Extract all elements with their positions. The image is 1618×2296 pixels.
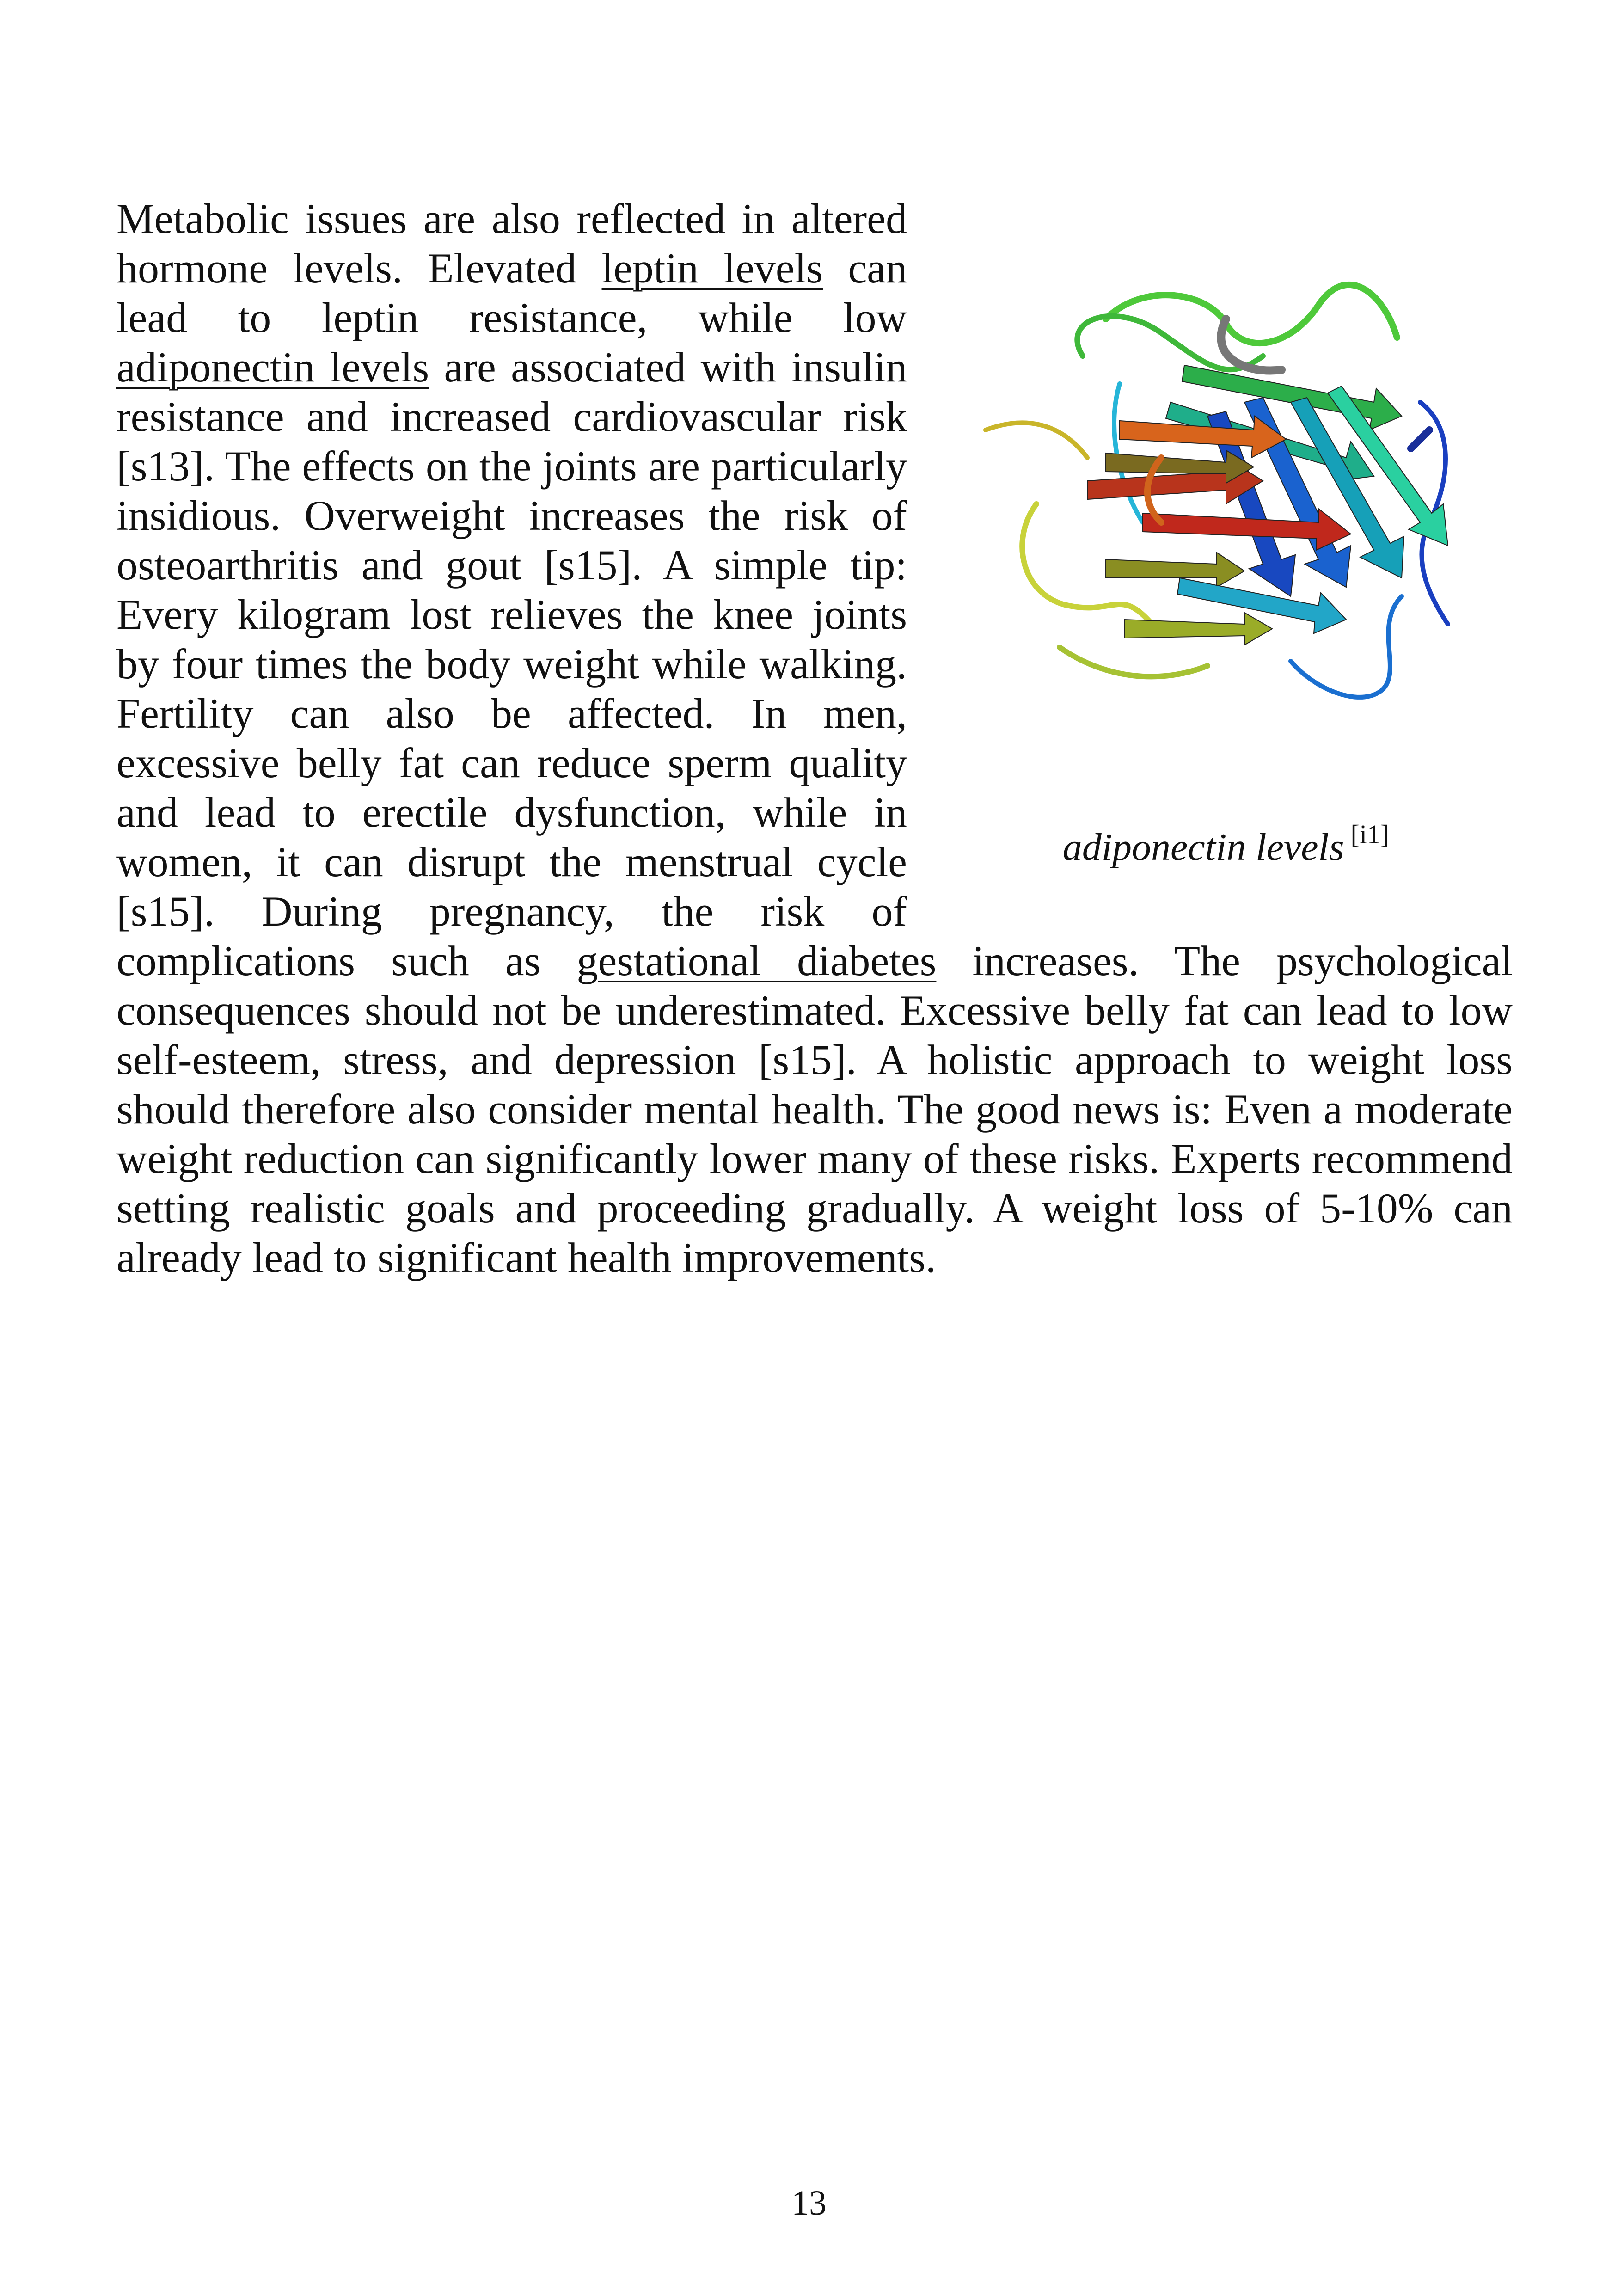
adiponectin-levels-link[interactable]: adiponectin levels <box>116 344 429 391</box>
paragraph-text: are associated with insulin resistance and increased cardiovascular risk [s13]. The effects on the joints are particularly insidious. Overweight increases the risk of osteoarthritis and gout [s15]. A simple tip: Every kilogram lost relieves the knee joints by four times the body weight while walking. Fertility can also be affected. In men, excessive belly fat can reduce sperm quality and lead to erectile dysfunction, while in women, it can disrupt the menstrual cycle [s15]. During pregnancy, the risk of complications such as <box>116 344 907 984</box>
leptin-levels-link[interactable]: leptin levels <box>601 245 823 292</box>
gestational-diabetes-link[interactable]: gestational diabetes <box>576 937 937 984</box>
paragraph-text: Metabolic issues are also reflected in altered hormone levels. Elevated <box>116 195 907 292</box>
paragraph-text: can lead to leptin resistance, while low <box>116 245 907 341</box>
paragraph-text: increases. The psychological consequences should not be underestimated. Excessive belly fat can lead to low self-esteem, stress, and depression [s15]. A holistic approach to weight loss should therefore also consider mental health. The good news is: Even a moderate weight reduction can significantly lower many of these risks. Experts recommend setting realistic goals and proceeding gradually. A weight loss of 5-10% can already lead to significant health improvements. <box>116 937 1513 1281</box>
figure <box>939 194 1513 892</box>
figure-caption <box>939 811 1513 871</box>
caption-reference: [i1] <box>1350 819 1390 849</box>
body-paragraph <box>116 194 1513 1283</box>
page-number: 13 <box>791 2184 827 2222</box>
protein-ribbon-structure-icon <box>967 264 1494 726</box>
caption-text: adiponectin levels <box>1062 826 1344 869</box>
